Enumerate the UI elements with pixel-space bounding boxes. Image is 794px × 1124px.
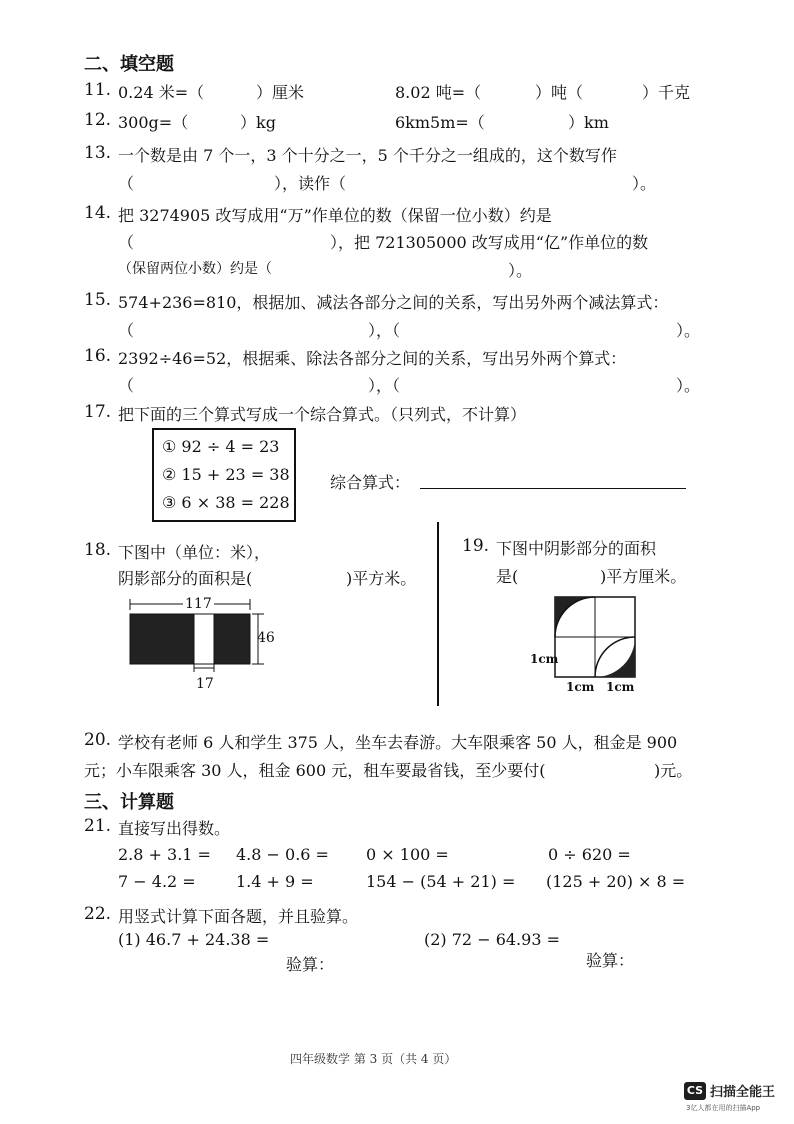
- q18-shaded-rect: [130, 614, 250, 664]
- q18-height-label: 46: [257, 630, 275, 646]
- q21-r1-c3: 0 × 100 =: [366, 845, 449, 864]
- q13-line2-open: （: [118, 174, 135, 193]
- q13-line1: 一个数是由 7 个一，3 个十分之一，5 个千分之一组成的，这个数写作: [118, 146, 617, 165]
- q18-line2: 阴影部分的面积是(: [118, 569, 253, 588]
- q21-r2-c1: 7 − 4.2 =: [118, 872, 196, 891]
- q16-line1: 2392÷46=52，根据乘、除法各部分之间的关系，写出另外两个算式：: [118, 349, 627, 368]
- q11-part-a-end: ）厘米: [256, 83, 305, 102]
- q22-line1: 用竖式计算下面各题，并且验算。: [118, 907, 359, 926]
- q12-part-a-end: ）kg: [240, 113, 276, 132]
- q16-line2-end: ）。: [676, 376, 701, 395]
- q17-number: 17.: [84, 402, 112, 422]
- q14-line3: （保留两位小数）约是（: [118, 261, 272, 277]
- q14-line2-mid: ），把 721305000 改写成用“亿”作单位的数: [330, 233, 649, 252]
- q14-line3-end: ）。: [508, 261, 533, 280]
- q18-white-strip: [194, 614, 214, 664]
- q19-number: 19.: [462, 536, 490, 556]
- q17-answer-label: 综合算式：: [330, 473, 411, 492]
- q18-gap-label: 17: [196, 676, 214, 692]
- q19-bottom-label-2: 1cm: [606, 680, 635, 694]
- q19-line2-end: )平方厘米。: [600, 567, 687, 586]
- q15-line2-mid: ），（: [368, 321, 401, 340]
- q13-line2-mid: ），读作（: [274, 174, 347, 193]
- q21-r2-c4: (125 + 20) × 8 =: [546, 872, 686, 891]
- q22-number: 22.: [84, 904, 112, 924]
- column-divider: [437, 522, 439, 706]
- q11-part-a: 0.24 米=（: [118, 83, 205, 102]
- q11-number: 11.: [84, 80, 112, 100]
- q17-eq3: ③ 6 × 38 = 228: [162, 493, 290, 512]
- q14-number: 14.: [84, 203, 112, 223]
- q22-problem-2: (2) 72 − 64.93 =: [424, 930, 560, 949]
- q18-number: 18.: [84, 540, 112, 560]
- section-title-calc: 三、计算题: [84, 792, 174, 813]
- q17-answer-line[interactable]: [420, 488, 686, 489]
- q12-part-b: 6km5m=（: [395, 113, 485, 132]
- q13-line2-end: ）。: [632, 174, 657, 193]
- q16-line2-open: （: [118, 376, 135, 395]
- q14-line1: 把 3274905 改写成用“万”作单位的数（保留一位小数）约是: [118, 206, 552, 225]
- camscanner-brand: 扫描全能王: [710, 1085, 776, 1100]
- q16-line2-mid: ），（: [368, 376, 401, 395]
- q21-r1-c2: 4.8 − 0.6 =: [236, 845, 329, 864]
- camscanner-logo: CS: [684, 1082, 706, 1100]
- page-footer: 四年级数学 第 3 页（共 4 页）: [290, 1052, 457, 1066]
- q21-r1-c1: 2.8 + 3.1 =: [118, 845, 211, 864]
- q18-line2-end: )平方米。: [346, 569, 417, 588]
- q19-line2: 是(: [496, 567, 519, 586]
- q15-line2-end: ）。: [676, 321, 701, 340]
- q20-line1: 学校有老师 6 人和学生 375 人，坐车去春游。大车限乘客 50 人，租金是 900: [118, 733, 678, 752]
- q20-number: 20.: [84, 730, 112, 750]
- q20-line2-end: )元。: [654, 761, 693, 780]
- q17-line1: 把下面的三个算式写成一个综合算式。（只列式，不计算）: [118, 405, 527, 424]
- q12-number: 12.: [84, 110, 112, 130]
- q18-line1: 下图中（单位：米），: [118, 543, 271, 562]
- q22-problem-1: (1) 46.7 + 24.38 =: [118, 930, 270, 949]
- camscanner-tagline: 3亿人都在用的扫描App: [686, 1104, 761, 1112]
- q17-eq2: ② 15 + 23 = 38: [162, 465, 290, 484]
- q19-line1: 下图中阴影部分的面积: [496, 539, 657, 558]
- q12-part-a: 300g=（: [118, 113, 189, 132]
- q20-line2: 元；小车限乘客 30 人，租金 600 元，租车要最省钱，至少要付(: [84, 761, 546, 780]
- q19-bottom-label-1: 1cm: [566, 680, 595, 694]
- q11-part-b: 8.02 吨=（: [395, 83, 482, 102]
- q11-part-b-mid: ）吨（: [535, 83, 584, 102]
- q21-line1: 直接写出得数。: [118, 819, 231, 838]
- q21-r2-c3: 154 − (54 + 21) =: [366, 872, 516, 891]
- q22-check-1: 验算：: [286, 955, 335, 974]
- q15-number: 15.: [84, 290, 112, 310]
- q16-number: 16.: [84, 346, 112, 366]
- q17-eq1: ① 92 ÷ 4 = 23: [162, 437, 280, 456]
- q11-part-b-end: ）千克: [642, 83, 691, 102]
- q22-check-2: 验算：: [586, 951, 635, 970]
- section-title-fill: 二、填空题: [84, 54, 174, 75]
- q15-line2-open: （: [118, 321, 135, 340]
- q19-figure: [554, 596, 636, 678]
- q15-line1: 574+236=810，根据加、减法各部分之间的关系，写出另外两个减法算式：: [118, 293, 669, 312]
- q14-line2-open: （: [118, 233, 135, 252]
- q21-r2-c2: 1.4 + 9 =: [236, 872, 314, 891]
- q19-side-label: 1cm: [530, 652, 559, 666]
- q21-r1-c4: 0 ÷ 620 =: [548, 845, 631, 864]
- q21-number: 21.: [84, 816, 112, 836]
- q13-number: 13.: [84, 143, 112, 163]
- q12-part-b-end: ）km: [568, 113, 609, 132]
- q18-width-label: 117: [185, 596, 212, 612]
